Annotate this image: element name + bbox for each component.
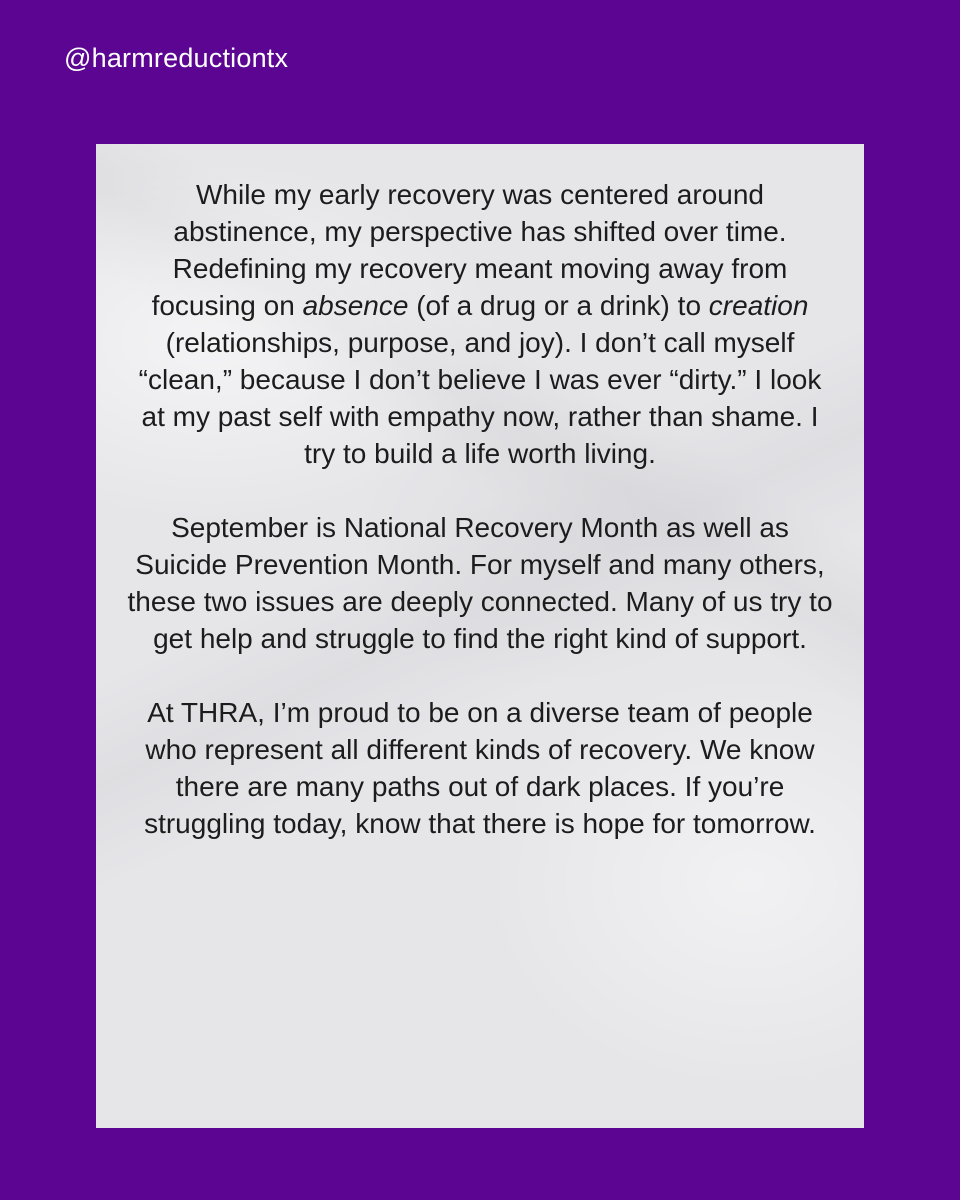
paragraph-1-part-3: (relationships, purpose, and joy). I don’t call myself “clean,” because I don’t believe I was ever “dirty.” I look at my past self with empathy now, rather than shame. I try to build a life worth living.: [138, 327, 822, 469]
paragraph-1-part-2: (of a drug or a drink) to: [408, 290, 709, 321]
account-handle: @harmreductiontx: [64, 43, 289, 73]
paragraph-thra-team: At THRA, I’m proud to be on a diverse team of people who represent all different kinds of recovery. We know there are many paths out of dark places. If you’re struggling today, know that there is hope for tomorrow.: [144, 697, 816, 839]
paragraph-recovery-month: September is National Recovery Month as well as Suicide Prevention Month. For myself and many others, these two issues are deeply connected. Many of us try to get help and struggle to find the right kind of support.: [127, 512, 833, 654]
paragraph-recovery-perspective: [126, 176, 834, 472]
emphasis-creation: creation: [708, 290, 809, 321]
paragraph-1-part-1: While my early recovery was centered around abstinence, my perspective has shifted over time. Redefining my recovery meant moving away from focusing on: [151, 179, 788, 321]
emphasis-absence: absence: [302, 290, 409, 321]
marble-text-card: [96, 144, 864, 1128]
card-body: [126, 176, 834, 842]
